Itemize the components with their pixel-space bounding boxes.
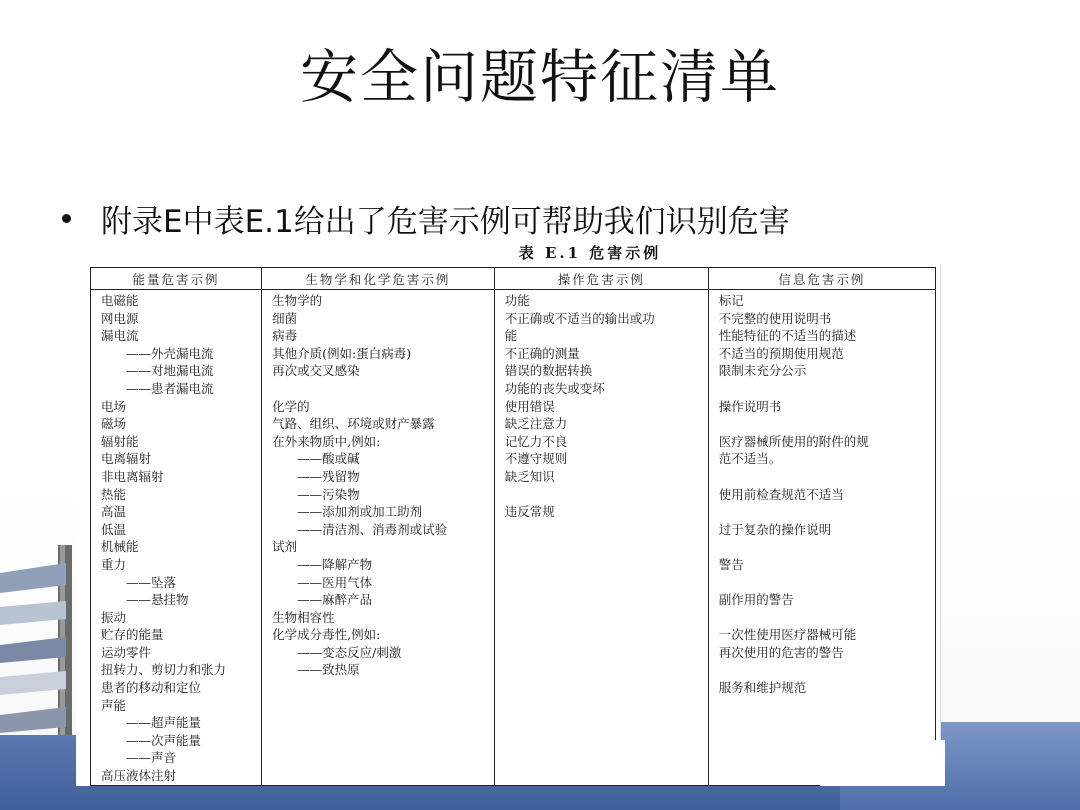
- hazard-entry: [719, 380, 935, 398]
- hazard-entry: 辐射能: [101, 433, 139, 449]
- hazard-entry: ——声音: [101, 750, 177, 766]
- hazard-entry: 不正确或不适当的输出或功: [504, 310, 655, 326]
- hazard-entry: 化学成分毒性,例如:: [272, 627, 381, 643]
- table-row: [91, 290, 936, 786]
- hazard-entry: 缺乏注意力: [504, 416, 568, 432]
- hazard-entry: 不正确的测量: [504, 345, 580, 361]
- hazard-entry: ——残留物: [272, 468, 360, 484]
- table-bottom-cover: [820, 740, 945, 786]
- hazard-entry: 再次或交叉感染: [272, 363, 360, 379]
- hazard-entry: 振动: [101, 609, 127, 625]
- table-caption: 表 E.1 危害示例: [518, 244, 662, 262]
- hazard-entry: 试剂: [272, 539, 298, 555]
- slide-title: 安全问题特征清单: [299, 43, 780, 111]
- hazard-entry: 副作用的警告: [718, 592, 794, 608]
- hazard-entry: 运动零件: [101, 644, 152, 660]
- hazard-entry: 生物相容性: [272, 609, 335, 625]
- hazard-entry: 范不适当。: [718, 451, 782, 467]
- bullet-item: [62, 196, 790, 241]
- hazard-entry: ——坠落: [101, 574, 177, 590]
- hazard-entry: 病毒: [272, 328, 298, 344]
- hazard-entry: 医疗器械所使用的附件的规: [718, 433, 869, 449]
- hazard-entry: ——变态反应/刺激: [272, 644, 402, 660]
- hazard-entry: 扭转力、剪切力和张力: [101, 662, 227, 678]
- hazard-entry: 声能: [101, 697, 127, 713]
- bullet-dot: [62, 214, 71, 223]
- energy-hazard-list: [91, 290, 262, 786]
- hazard-entry: 低温: [101, 521, 127, 537]
- hazard-entry: 机械能: [101, 539, 139, 555]
- hazard-entry: 贮存的能量: [101, 627, 164, 643]
- hazard-entry: [719, 661, 935, 679]
- hazard-entry: 缺乏知识: [504, 468, 555, 484]
- hazard-entry: 标记: [718, 293, 744, 308]
- hazard-entry: ——医用气体: [272, 574, 373, 590]
- hazard-entry: 细菌: [272, 310, 298, 326]
- header-bio-chem: 生物学和化学危害示例: [262, 268, 495, 290]
- hazard-entry: 高压液体注射: [101, 768, 177, 784]
- information-hazard-list: [708, 290, 935, 786]
- hazard-entry: 生物学的: [272, 293, 323, 308]
- hazard-entry: 功能: [504, 293, 530, 308]
- hazard-entry: ——超声能量: [101, 715, 202, 731]
- hazard-entry: 漏电流: [101, 328, 139, 344]
- hazard-entry: 限制未充分公示: [718, 363, 807, 379]
- hazard-entry: 使用前检查规范不适当: [718, 486, 844, 502]
- hazard-entry: 违反常规: [504, 504, 555, 520]
- header-energy: 能量危害示例: [91, 268, 262, 290]
- hazard-entry: 电离辐射: [101, 451, 152, 467]
- hazard-entry: [719, 538, 935, 556]
- hazard-entry: 在外来物质中,例如:: [272, 433, 381, 449]
- hazard-entry: 功能的丧失或变坏: [504, 380, 605, 396]
- hazard-entry: ——对地漏电流: [101, 363, 214, 379]
- hazard-entry: ——添加剂或加工助剂: [272, 504, 423, 520]
- hazard-entry: ——降解产物: [272, 556, 373, 572]
- hazard-entry: [719, 609, 935, 627]
- hazard-entry: ——清洁剂、消毒剂或试验: [272, 521, 448, 537]
- hazard-entry: 操作说明书: [718, 398, 782, 414]
- hazard-entry: ——外壳漏电流: [101, 345, 214, 361]
- hazard-entry: 警告: [718, 556, 744, 572]
- hazard-entry: 服务和维护规范: [718, 680, 807, 696]
- hazard-entry: [719, 574, 935, 592]
- hazard-entry: 其他介质(例如:蛋白病毒): [272, 345, 412, 361]
- hazard-entry: 网电源: [101, 310, 139, 326]
- hazard-entry: 不遵守规则: [504, 451, 568, 467]
- hazard-entry: 性能特征的不适当的描述: [718, 328, 857, 344]
- header-information: 信息危害示例: [708, 268, 935, 290]
- bio-chem-hazard-list: [262, 290, 495, 786]
- hazard-entry: 电磁能: [101, 293, 139, 308]
- hazard-entry: 电场: [101, 398, 127, 414]
- hazard-entry: 错误的数据转换: [504, 363, 593, 379]
- table-header-row: [91, 268, 936, 290]
- hazard-entry: [272, 380, 494, 398]
- hazard-entry: ——致热原: [272, 662, 360, 678]
- hazard-entry: 患者的移动和定位: [101, 680, 202, 696]
- hazard-entry: 不完整的使用说明书: [718, 310, 832, 326]
- hazard-entry: 磁场: [101, 416, 127, 432]
- hazard-entry: 一次性使用医疗器械可能: [718, 627, 857, 643]
- hazard-entry: [719, 468, 935, 486]
- hazard-table: [90, 267, 936, 786]
- hazard-entry: 热能: [101, 486, 127, 502]
- hazard-entry: 不适当的预期使用规范: [718, 345, 844, 361]
- hazard-entry: 记忆力不良: [504, 433, 568, 449]
- hazard-entry: ——患者漏电流: [101, 380, 214, 396]
- hazard-entry: [719, 503, 935, 521]
- hazard-entry: 高温: [101, 504, 127, 520]
- hazard-entry: 气路、组织、环境或财产暴露: [272, 416, 435, 432]
- hazard-entry: ——污染物: [272, 486, 360, 502]
- hazard-entry: [505, 486, 708, 504]
- hazard-entry: 化学的: [272, 398, 310, 414]
- hazard-entry: ——麻醉产品: [272, 592, 373, 608]
- hazard-entry: 再次使用的危害的警告: [718, 644, 844, 660]
- bullet-text: 附录E中表E.1给出了危害示例可帮助我们识别危害: [101, 204, 790, 240]
- operation-hazard-list: [494, 290, 708, 786]
- hazard-entry: ——悬挂物: [101, 592, 189, 608]
- hazard-entry: 能: [504, 328, 518, 344]
- hazard-entry: ——次声能量: [101, 732, 202, 748]
- hazard-entry: 使用错误: [504, 398, 555, 414]
- header-operation: 操作危害示例: [494, 268, 708, 290]
- hazard-entry: 非电离辐射: [101, 468, 164, 484]
- hazard-entry: [719, 415, 935, 433]
- hazard-entry: 重力: [101, 556, 127, 572]
- hazard-entry: ——酸或碱: [272, 451, 360, 467]
- hazard-entry: 过于复杂的操作说明: [718, 521, 832, 537]
